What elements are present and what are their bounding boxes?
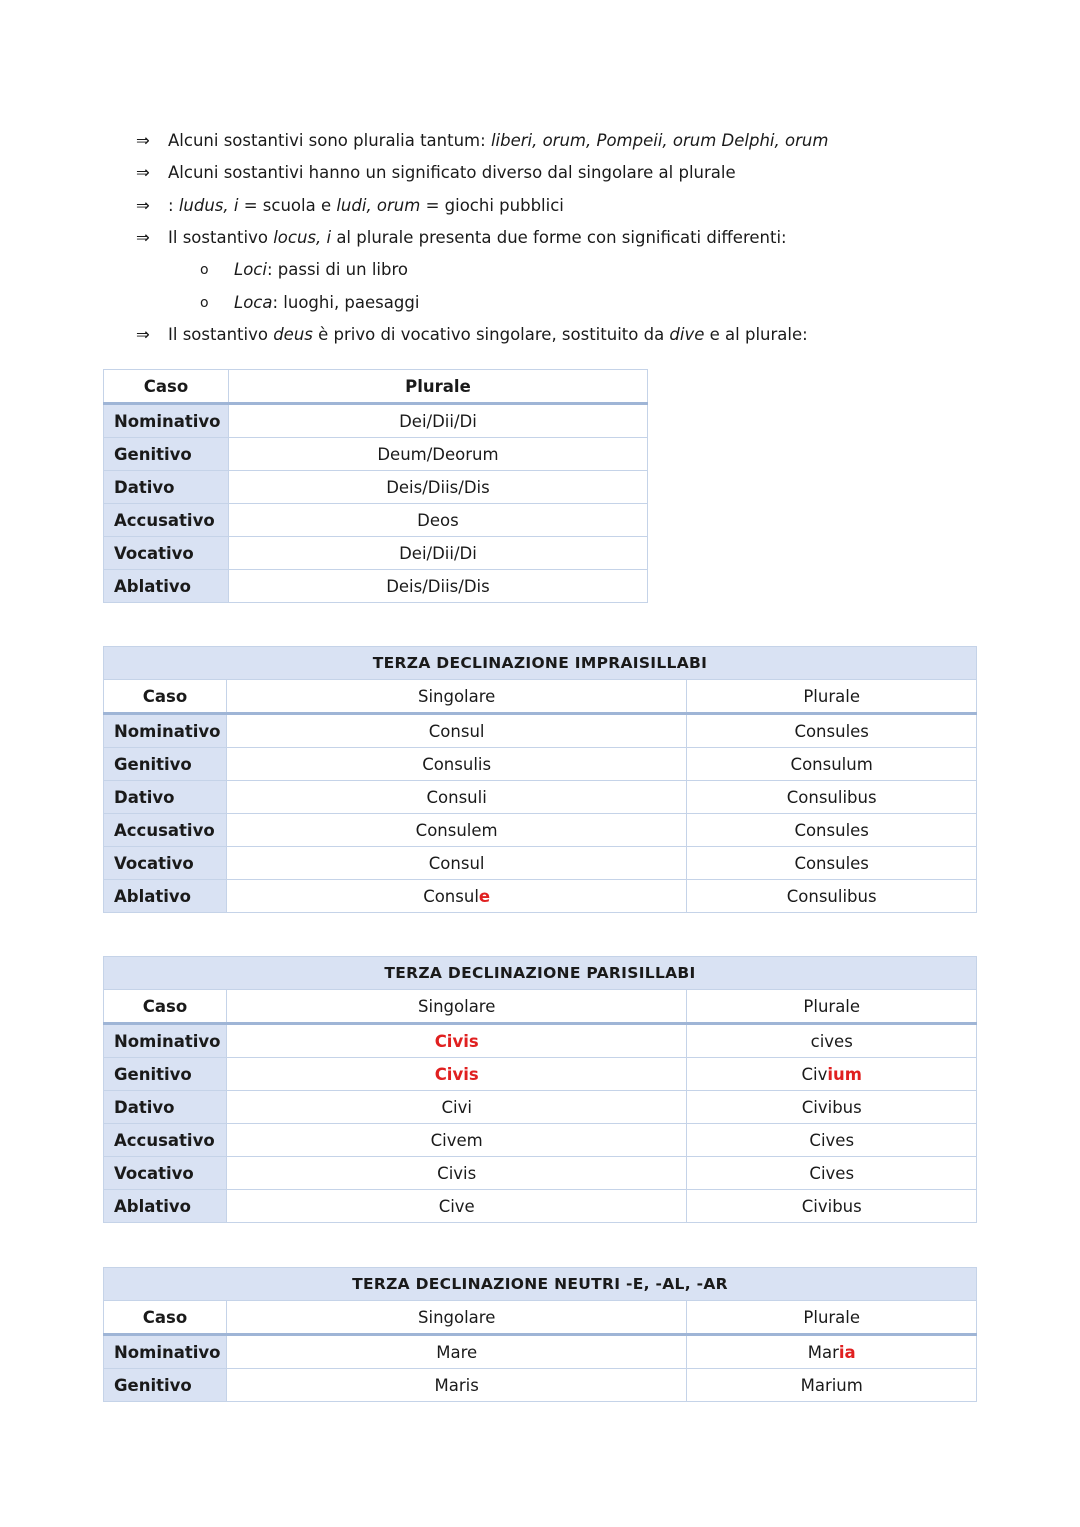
text-segment: locus, i [273, 227, 332, 247]
text-segment: liberi, orum, Pompeii, orum Delphi, orum [490, 131, 829, 150]
case-label: Nominativo [104, 1335, 227, 1369]
table-row [104, 1369, 977, 1402]
text-segment: Civis [434, 1031, 479, 1051]
declension-table-1 [103, 369, 648, 603]
text-segment: Civ [801, 1064, 828, 1084]
bullet-text [168, 129, 828, 153]
table-row [104, 404, 648, 438]
table-row [104, 781, 977, 814]
table-header-row [104, 370, 648, 404]
table-row [104, 714, 977, 748]
bullet-text [168, 161, 736, 185]
form-cell [226, 1369, 687, 1402]
case-label: Dativo [104, 1091, 227, 1124]
text-segment: e al plurale: [704, 324, 808, 344]
text-segment: Consuli [426, 787, 487, 807]
case-label: Genitivo [104, 1058, 227, 1091]
text-segment: Cives [809, 1163, 855, 1183]
text-segment: Consulis [422, 754, 492, 774]
form-cell [226, 1091, 687, 1124]
text-segment: Civibus [801, 1097, 862, 1117]
text-segment: Cives [809, 1130, 855, 1150]
case-label: Nominativo [104, 714, 227, 748]
case-label: Dativo [104, 781, 227, 814]
text-segment: Consul [423, 886, 479, 906]
form-cell [226, 880, 686, 913]
text-segment: Consules [794, 820, 869, 840]
form-cell [687, 781, 977, 814]
form-cell [687, 1058, 977, 1091]
text-segment: Marium [800, 1375, 863, 1395]
table-row [104, 537, 648, 570]
text-segment: Consulibus [786, 886, 877, 906]
bullet-text [234, 291, 419, 315]
form-cell [226, 814, 686, 847]
table-title: TERZA DECLINAZIONE PARISILLABI [104, 957, 977, 990]
case-label: Ablativo [104, 880, 227, 913]
column-header: Singolare [226, 680, 686, 714]
table-title: TERZA DECLINAZIONE IMPRAISILLABI [104, 647, 977, 680]
text-segment: Deis/Diis/Dis [386, 576, 490, 596]
form-cell [226, 1190, 687, 1223]
form-cell [687, 847, 977, 880]
text-segment: al plurale presenta due forme con significati differenti: [331, 227, 787, 247]
column-header: Caso [104, 680, 227, 714]
case-label: Ablativo [104, 570, 229, 603]
text-segment: : [168, 195, 179, 215]
form-cell [226, 1024, 687, 1058]
arrow-bullet-icon: ⇒ [136, 324, 150, 344]
table-row [104, 847, 977, 880]
text-segment: ium [827, 1064, 862, 1084]
declension-table-4 [103, 1267, 977, 1402]
form-cell [226, 714, 686, 748]
text-segment: : passi di un libro [266, 260, 408, 280]
form-cell [687, 1124, 977, 1157]
text-segment: Civi [441, 1097, 472, 1117]
table-row [104, 814, 977, 847]
text-segment: Dei/Dii/Di [399, 543, 477, 563]
table-row [104, 570, 648, 603]
form-cell [687, 1335, 977, 1369]
case-label: Vocativo [104, 847, 227, 880]
text-segment: Loci [234, 260, 267, 280]
text-segment: è privo di vocativo singolare, sostituito da [312, 324, 670, 344]
table-row [104, 504, 648, 537]
text-segment: Deum/Deorum [377, 444, 499, 464]
table-row [104, 880, 977, 913]
form-cell [687, 748, 977, 781]
text-segment: Deos [417, 510, 459, 530]
form-cell [687, 814, 977, 847]
arrow-bullet-icon: ⇒ [136, 227, 150, 247]
table-row [104, 1091, 977, 1124]
case-label: Genitivo [104, 748, 227, 781]
text-segment: Alcuni sostantivi sono pluralia tantum: [168, 131, 491, 150]
text-segment: cives [810, 1031, 853, 1051]
table-row [104, 748, 977, 781]
form-cell [226, 847, 686, 880]
form-cell [226, 1124, 687, 1157]
text-segment: e [478, 886, 491, 906]
case-label: Vocativo [104, 1157, 227, 1190]
form-cell [687, 1190, 977, 1223]
text-segment: Civis [434, 1064, 479, 1084]
bullet-text [168, 323, 808, 347]
text-segment: Mare [436, 1342, 478, 1362]
form-cell [226, 748, 686, 781]
case-label: Dativo [104, 471, 229, 504]
column-header: Caso [104, 990, 227, 1024]
text-segment: Consulum [790, 754, 873, 774]
table-row [104, 1190, 977, 1223]
column-header: Singolare [226, 990, 687, 1024]
form-cell [226, 1157, 687, 1190]
text-segment: Civibus [801, 1196, 862, 1216]
case-label: Nominativo [104, 404, 229, 438]
form-cell [226, 1335, 687, 1369]
form-cell [228, 404, 647, 438]
declension-table-3 [103, 956, 977, 1223]
text-segment: Loca [234, 292, 273, 312]
case-label: Nominativo [104, 1024, 227, 1058]
bullet-text [168, 194, 564, 218]
case-label: Genitivo [104, 438, 229, 471]
text-segment: Consul [428, 721, 485, 741]
table-row [104, 1157, 977, 1190]
table-header-row [104, 990, 977, 1024]
table-row [104, 1058, 977, 1091]
form-cell [687, 880, 977, 913]
bullet-text [168, 226, 787, 250]
case-label: Ablativo [104, 1190, 227, 1223]
text-segment: Consules [794, 853, 869, 873]
arrow-bullet-icon: ⇒ [136, 195, 150, 215]
text-segment: ludi, orum [336, 195, 421, 215]
form-cell [228, 570, 647, 603]
form-cell [687, 1091, 977, 1124]
table-row [104, 1124, 977, 1157]
text-segment: Maris [434, 1375, 479, 1395]
text-segment: Consules [794, 721, 869, 741]
case-label: Vocativo [104, 537, 229, 570]
case-label: Accusativo [104, 504, 229, 537]
table-header-row [104, 680, 977, 714]
text-segment: Alcuni sostantivi hanno un significato diverso dal singolare al plurale [168, 163, 736, 183]
arrow-bullet-icon: ⇒ [136, 131, 150, 150]
table-row [104, 471, 648, 504]
bullet-text [234, 258, 408, 282]
column-header: Plurale [687, 680, 977, 714]
text-segment: Consulem [415, 820, 498, 840]
arrow-bullet-icon: ⇒ [136, 163, 150, 183]
form-cell [228, 438, 647, 471]
form-cell [687, 1157, 977, 1190]
text-segment: Il sostantivo [168, 227, 274, 247]
case-label: Accusativo [104, 814, 227, 847]
form-cell [226, 1058, 687, 1091]
text-segment: Civis [437, 1163, 477, 1183]
text-segment: Civem [430, 1130, 483, 1150]
circle-bullet-icon: o [200, 262, 209, 279]
table-header-row [104, 1301, 977, 1335]
form-cell [228, 471, 647, 504]
case-label: Genitivo [104, 1369, 227, 1402]
form-cell [228, 504, 647, 537]
text-segment: Mar [807, 1342, 839, 1362]
table-title-row [104, 957, 977, 990]
form-cell [687, 1024, 977, 1058]
table-row [104, 1335, 977, 1369]
column-header: Plurale [687, 990, 977, 1024]
table-title-row [104, 647, 977, 680]
column-header: Caso [104, 1301, 227, 1335]
column-header: Plurale [687, 1301, 977, 1335]
text-segment: Cive [438, 1196, 475, 1216]
text-segment: : luoghi, paesaggi [272, 292, 420, 312]
text-segment: ludus, i [178, 195, 239, 215]
table-title-row [104, 1268, 977, 1301]
text-segment: ia [838, 1342, 856, 1362]
text-segment: deus [273, 324, 313, 344]
table-title: TERZA DECLINAZIONE NEUTRI -E, -AL, -AR [104, 1268, 977, 1301]
text-segment: Dei/Dii/Di [399, 411, 477, 431]
circle-bullet-icon: o [200, 294, 209, 311]
form-cell [226, 781, 686, 814]
table-row [104, 1024, 977, 1058]
column-header: Singolare [226, 1301, 687, 1335]
text-segment: = giochi pubblici [420, 195, 564, 215]
text-segment: Deis/Diis/Dis [386, 477, 490, 497]
column-header: Plurale [228, 370, 647, 404]
text-segment: Il sostantivo [168, 324, 274, 344]
text-segment: Consulibus [786, 787, 877, 807]
text-segment: dive [669, 324, 705, 344]
form-cell [228, 537, 647, 570]
form-cell [687, 714, 977, 748]
text-segment: Consul [428, 853, 485, 873]
table-row [104, 438, 648, 471]
text-segment: = scuola e [238, 195, 337, 215]
case-label: Accusativo [104, 1124, 227, 1157]
column-header: Caso [104, 370, 229, 404]
declension-table-2 [103, 646, 977, 913]
form-cell [687, 1369, 977, 1402]
